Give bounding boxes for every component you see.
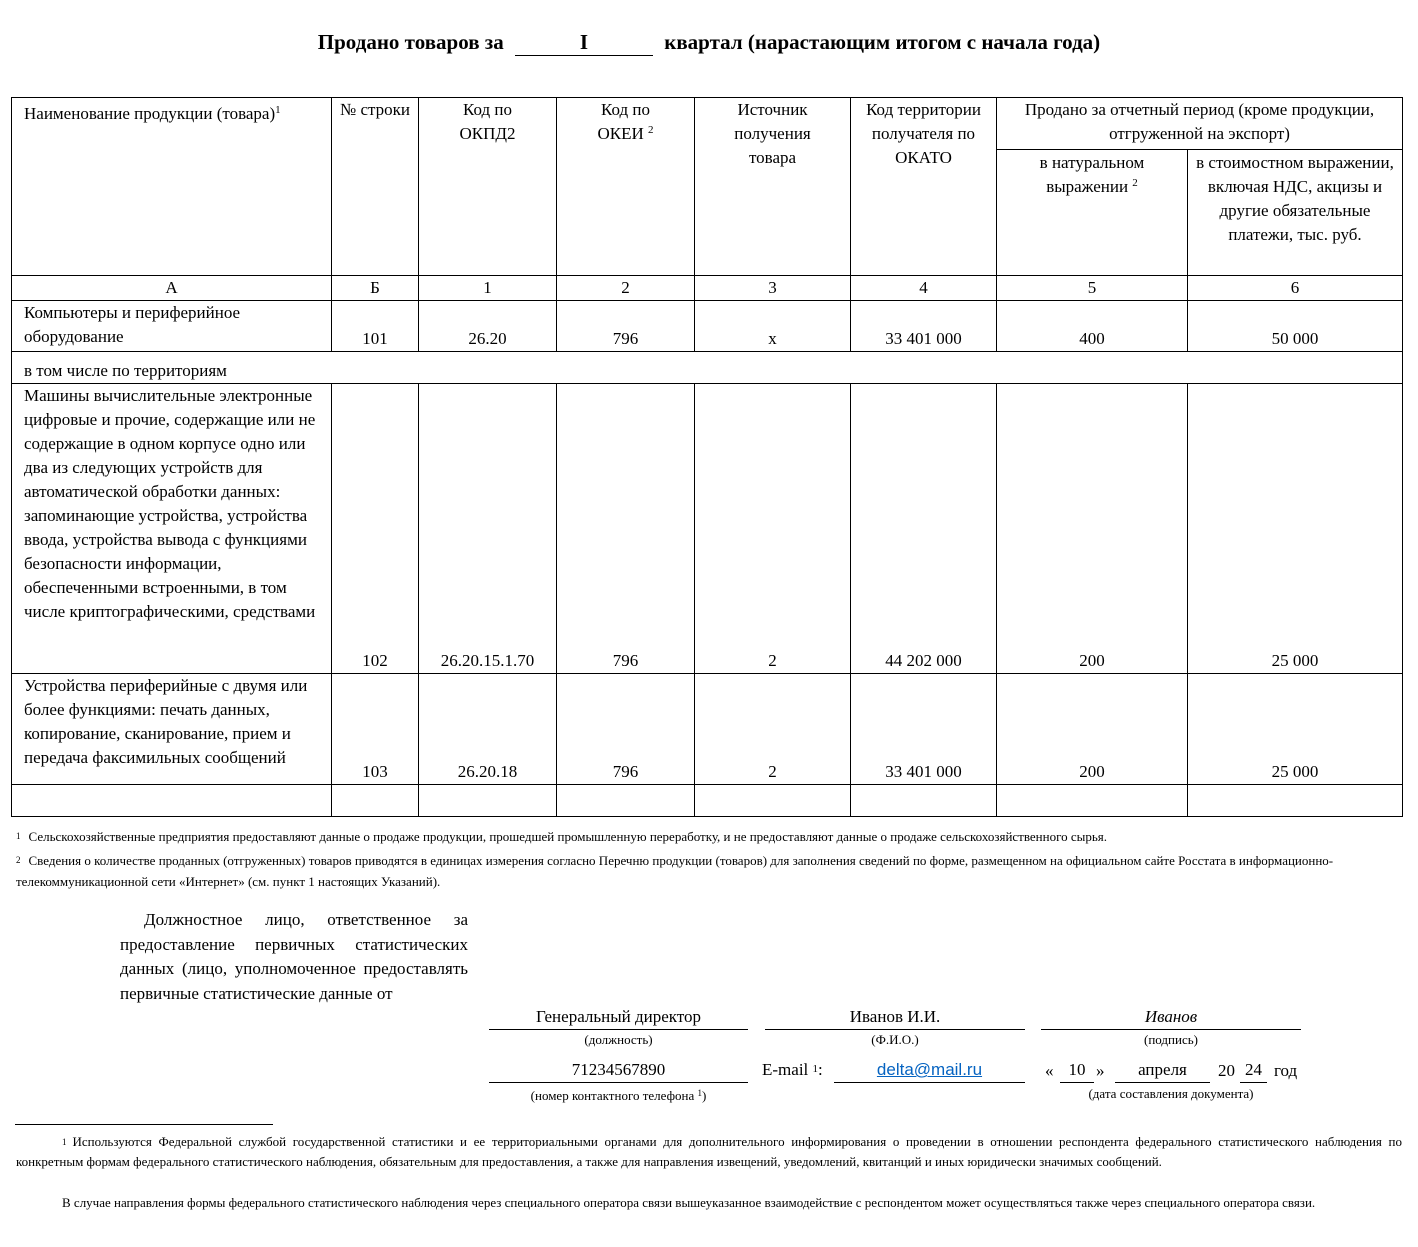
empty-cell[interactable] bbox=[12, 785, 332, 817]
row-number: 103 bbox=[332, 674, 419, 785]
empty-cell[interactable] bbox=[695, 785, 851, 817]
header-row-no: № строки bbox=[332, 98, 419, 276]
header-okpd2: Код по ОКПД2 bbox=[419, 98, 557, 276]
territory-row bbox=[12, 352, 1403, 384]
title-after: квартал (нарастающим итогом с начала года) bbox=[664, 30, 1101, 54]
empty-cell[interactable] bbox=[557, 785, 695, 817]
row-okato[interactable]: 33 401 000 bbox=[851, 301, 997, 352]
date-caption: (дата составления документа) bbox=[1088, 1086, 1254, 1101]
index-cell: 1 bbox=[419, 276, 557, 301]
row-source[interactable]: 2 bbox=[695, 384, 851, 674]
note-text: Сельскохозяйственные предприятия предоставляют данные о продаже продукции, прошедшей промышленную переработку, и не предоставляют данные о продаже сельскохозяйственного сырья. bbox=[28, 829, 1108, 844]
header-name: Наименование продукции (товара)$^1$ bbox=[12, 98, 332, 276]
header-okato: Код территории получателя по ОКАТО bbox=[851, 98, 997, 276]
footnote-separator bbox=[15, 1124, 273, 1125]
position-field[interactable]: Генеральный директор bbox=[489, 1004, 748, 1030]
index-cell: 5 bbox=[997, 276, 1188, 301]
footnote-number: 1 bbox=[62, 1137, 67, 1147]
row-number: 102 bbox=[332, 384, 419, 674]
index-cell: 3 bbox=[695, 276, 851, 301]
index-cell: А bbox=[12, 276, 332, 301]
email-field[interactable] bbox=[834, 1057, 1025, 1083]
row-natural[interactable]: 200 bbox=[997, 384, 1188, 674]
date-close-quote: » bbox=[1096, 1061, 1105, 1080]
row-name[interactable]: Устройства периферийные с двумя или более функциями: печать данных, копирование, сканирование, прием и передача факсимильных сообщений bbox=[12, 674, 332, 785]
empty-cell[interactable] bbox=[1188, 785, 1403, 817]
phone-caption: (номер контактного телефона $^1$) bbox=[530, 1088, 707, 1103]
row-value[interactable]: 50 000 bbox=[1188, 301, 1403, 352]
header-value: в стоимостном выражении, включая НДС, акцизы и другие обязательные платежи, тыс. руб. bbox=[1188, 150, 1403, 276]
official-label: Должностное лицо, ответственное за предоставление первичных статистических данных (лицо, уполномоченное предоставлять первичные статистические данные от bbox=[120, 910, 468, 1003]
row-name[interactable]: Машины вычислительные электронные цифровые и прочие, содержащие или не содержащие в одном корпусе одно или два из следующих устройств для автоматической обработки данных: запоминающие устройства, устройства ввода, устройства вывода с функциями безопасности информации, обеспеченными встроенными, в том числе криптографическими, средствами bbox=[12, 384, 332, 674]
row-okato[interactable]: 33 401 000 bbox=[851, 674, 997, 785]
empty-cell[interactable] bbox=[419, 785, 557, 817]
row-okpd2[interactable]: 26.20.18 bbox=[419, 674, 557, 785]
table-row bbox=[12, 301, 1403, 352]
empty-cell[interactable] bbox=[851, 785, 997, 817]
quarter-field[interactable]: I bbox=[515, 30, 653, 56]
index-row bbox=[12, 276, 1403, 301]
position-caption: (должность) bbox=[584, 1032, 653, 1047]
date-open-quote: « bbox=[1045, 1061, 1054, 1080]
empty-row bbox=[12, 785, 1403, 817]
note-1 bbox=[16, 826, 1402, 847]
header-natural: в натуральном выражении $^2$ bbox=[997, 150, 1188, 276]
date-month-field[interactable]: апреля bbox=[1115, 1057, 1210, 1083]
row-okei[interactable]: 796 bbox=[557, 301, 695, 352]
row-okato[interactable]: 44 202 000 bbox=[851, 384, 997, 674]
empty-cell[interactable] bbox=[332, 785, 419, 817]
empty-cell[interactable] bbox=[997, 785, 1188, 817]
date-day-field[interactable]: 10 bbox=[1060, 1057, 1094, 1083]
table-row bbox=[12, 384, 1403, 674]
email-label: E-mail $^1$: bbox=[762, 1060, 823, 1079]
index-cell: 6 bbox=[1188, 276, 1403, 301]
row-value[interactable]: 25 000 bbox=[1188, 384, 1403, 674]
note-number: 2 bbox=[16, 855, 21, 865]
header-sold: Продано за отчетный период (кроме продукции, отгруженной на экспорт) bbox=[997, 98, 1403, 150]
email-link[interactable]: delta@mail.ru bbox=[876, 1060, 983, 1079]
row-natural[interactable]: 400 bbox=[997, 301, 1188, 352]
note-text: Сведения о количестве проданных (отгруженных) товаров приводятся в единицах измерения согласно Перечню продукции (товаров) для заполнения сведений по форме, размещенном на официальном сайте Росстата в информационно-телекоммуникационной сети «Интернет» (см. пункт 1 настоящих Указаний). bbox=[16, 853, 1334, 889]
index-cell: 4 bbox=[851, 276, 997, 301]
date-year-prefix: 20 bbox=[1218, 1061, 1235, 1080]
header-row bbox=[12, 98, 1403, 150]
row-name[interactable]: Компьютеры и периферийное оборудование bbox=[12, 301, 332, 352]
sales-table bbox=[11, 97, 1403, 817]
signature-field[interactable]: Иванов bbox=[1041, 1004, 1301, 1030]
index-cell: 2 bbox=[557, 276, 695, 301]
date-year-field[interactable]: 24 bbox=[1240, 1057, 1267, 1083]
row-natural[interactable]: 200 bbox=[997, 674, 1188, 785]
date-year-suffix: год bbox=[1274, 1061, 1298, 1080]
row-source[interactable]: х bbox=[695, 301, 851, 352]
fio-field[interactable]: Иванов И.И. bbox=[765, 1004, 1025, 1030]
row-okei[interactable]: 796 bbox=[557, 674, 695, 785]
row-okpd2[interactable]: 26.20 bbox=[419, 301, 557, 352]
phone-field[interactable]: 71234567890 bbox=[489, 1057, 748, 1083]
index-cell: Б bbox=[332, 276, 419, 301]
row-number: 101 bbox=[332, 301, 419, 352]
note-2 bbox=[16, 850, 1402, 892]
note-number: 1 bbox=[16, 831, 21, 841]
signature-caption: (подпись) bbox=[1144, 1032, 1198, 1047]
row-okpd2[interactable]: 26.20.15.1.70 bbox=[419, 384, 557, 674]
header-okei: Код по ОКЕИ $^2$ bbox=[557, 98, 695, 276]
footnote-paragraph: $^1$ Используются Федеральной службой государственной статистики и ее территориальными органами для дополнительного информирования о проведении в отношении респондента федерального статистического наблюдения по конкретным формам федерального статистического наблюдения, обязательным для предоставления, а также для направления извещений, уведомлений, квитанций и иных юридически значимых сообщений. bbox=[16, 1134, 1402, 1169]
by-territory-label: в том числе по территориям bbox=[12, 352, 1403, 384]
title-before: Продано товаров за bbox=[317, 30, 504, 54]
form-title bbox=[0, 30, 1418, 56]
row-okei[interactable]: 796 bbox=[557, 384, 695, 674]
row-value[interactable]: 25 000 bbox=[1188, 674, 1403, 785]
header-source: Источник получения товара bbox=[695, 98, 851, 276]
row-source[interactable]: 2 bbox=[695, 674, 851, 785]
fio-caption: (Ф.И.О.) bbox=[871, 1032, 919, 1047]
table-row bbox=[12, 674, 1403, 785]
footnote-paragraph-2: В случае направления формы федерального статистического наблюдения через специального оператора связи вышеуказанное взаимодействие с респондентом может осуществляться также через специального оператора связи. bbox=[62, 1195, 1316, 1210]
